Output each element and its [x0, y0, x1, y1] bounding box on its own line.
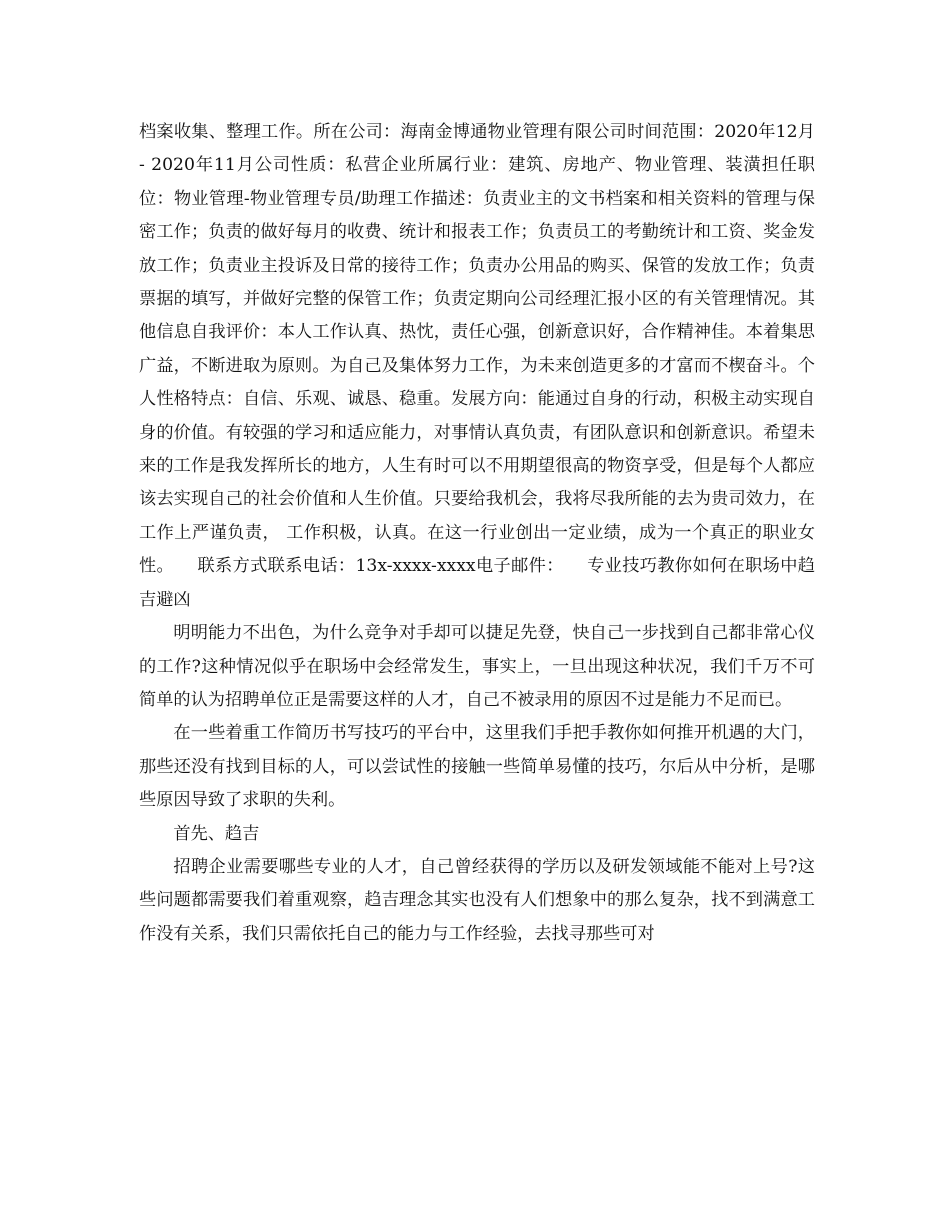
- document-body: [139, 116, 821, 951]
- paragraph-platform-tips: 在一些着重工作简历书写技巧的平台中，这里我们手把手教你如何推开机遇的大门，那些还没有找到目标的人，可以尝试性的接触一些简单易懂的技巧，尔后从中分析，是哪些原因导致了求职的失利。: [139, 723, 815, 811]
- paragraph-first-section: 招聘企业需要哪些专业的人才，自己曾经获得的学历以及研发领域能不能对上号?这些问题都需要我们着重观察，趋吉理念其实也没有人们想象中的那么复杂，找不到满意工作没有关系，我们只需依托自己的能力与工作经验，去找寻那些可对: [139, 856, 815, 944]
- section-heading-first: 首先、趋吉: [173, 823, 260, 844]
- paragraph-resume-details: 档案收集、整理工作。所在公司：海南金博通物业管理有限公司时间范围：2020年12月 - 2020年11月公司性质：私营企业所属行业：建筑、房地产、物业管理、装潢担任职位：物业管理-物业管理专员/助理工作描述：负责业主的文书档案和相关资料的管理与保密工作；负责的做好每月的收费、统计和报表工作；负责员工的考勤统计和工资、奖金发放工作；负责业主投诉及日常的接待工作；负责办公用品的购买、保管的发放工作；负责票据的填写，并做好完整的保管工作；负责定期向公司经理汇报小区的有关管理情况。其他信息自我评价：本人工作认真、热忱，责任心强，创新意识好，合作精神佳。本着集思广益，不断进取为原则。为自己及集体努力工作，为未来创造更多的才富而不楔奋斗。个人性格特点：自信、乐观、诚恳、稳重。发展方向：能通过自身的行动，积极主动实现自身的价值。有较强的学习和适应能力，对事情认真负责，有团队意识和创新意识。希望未来的工作是我发挥所长的地方，人生有时可以不用期望很高的物资享受，但是每个人都应该去实现自己的社会价值和人生价值。只要给我机会，我将尽我所能的去为贵司效力，在工作上严谨负责， 工作积极，认真。在这一行业创出一定业绩，成为一个真正的职业女性。 联系方式联系电话：13x-xxxx-xxxx电子邮件： 专业技巧教你如何在职场中趋吉避凶: [139, 122, 821, 610]
- paragraph-intro: 明明能力不出色，为什么竞争对手却可以捷足先登，快自己一步找到自己都非常心仪的工作?这种情况似乎在职场中会经常发生，事实上，一旦出现这种状况，我们千万不可简单的认为招聘单位正是需要这样的人才，自己不被录用的原因不过是能力不足而已。: [139, 623, 815, 710]
